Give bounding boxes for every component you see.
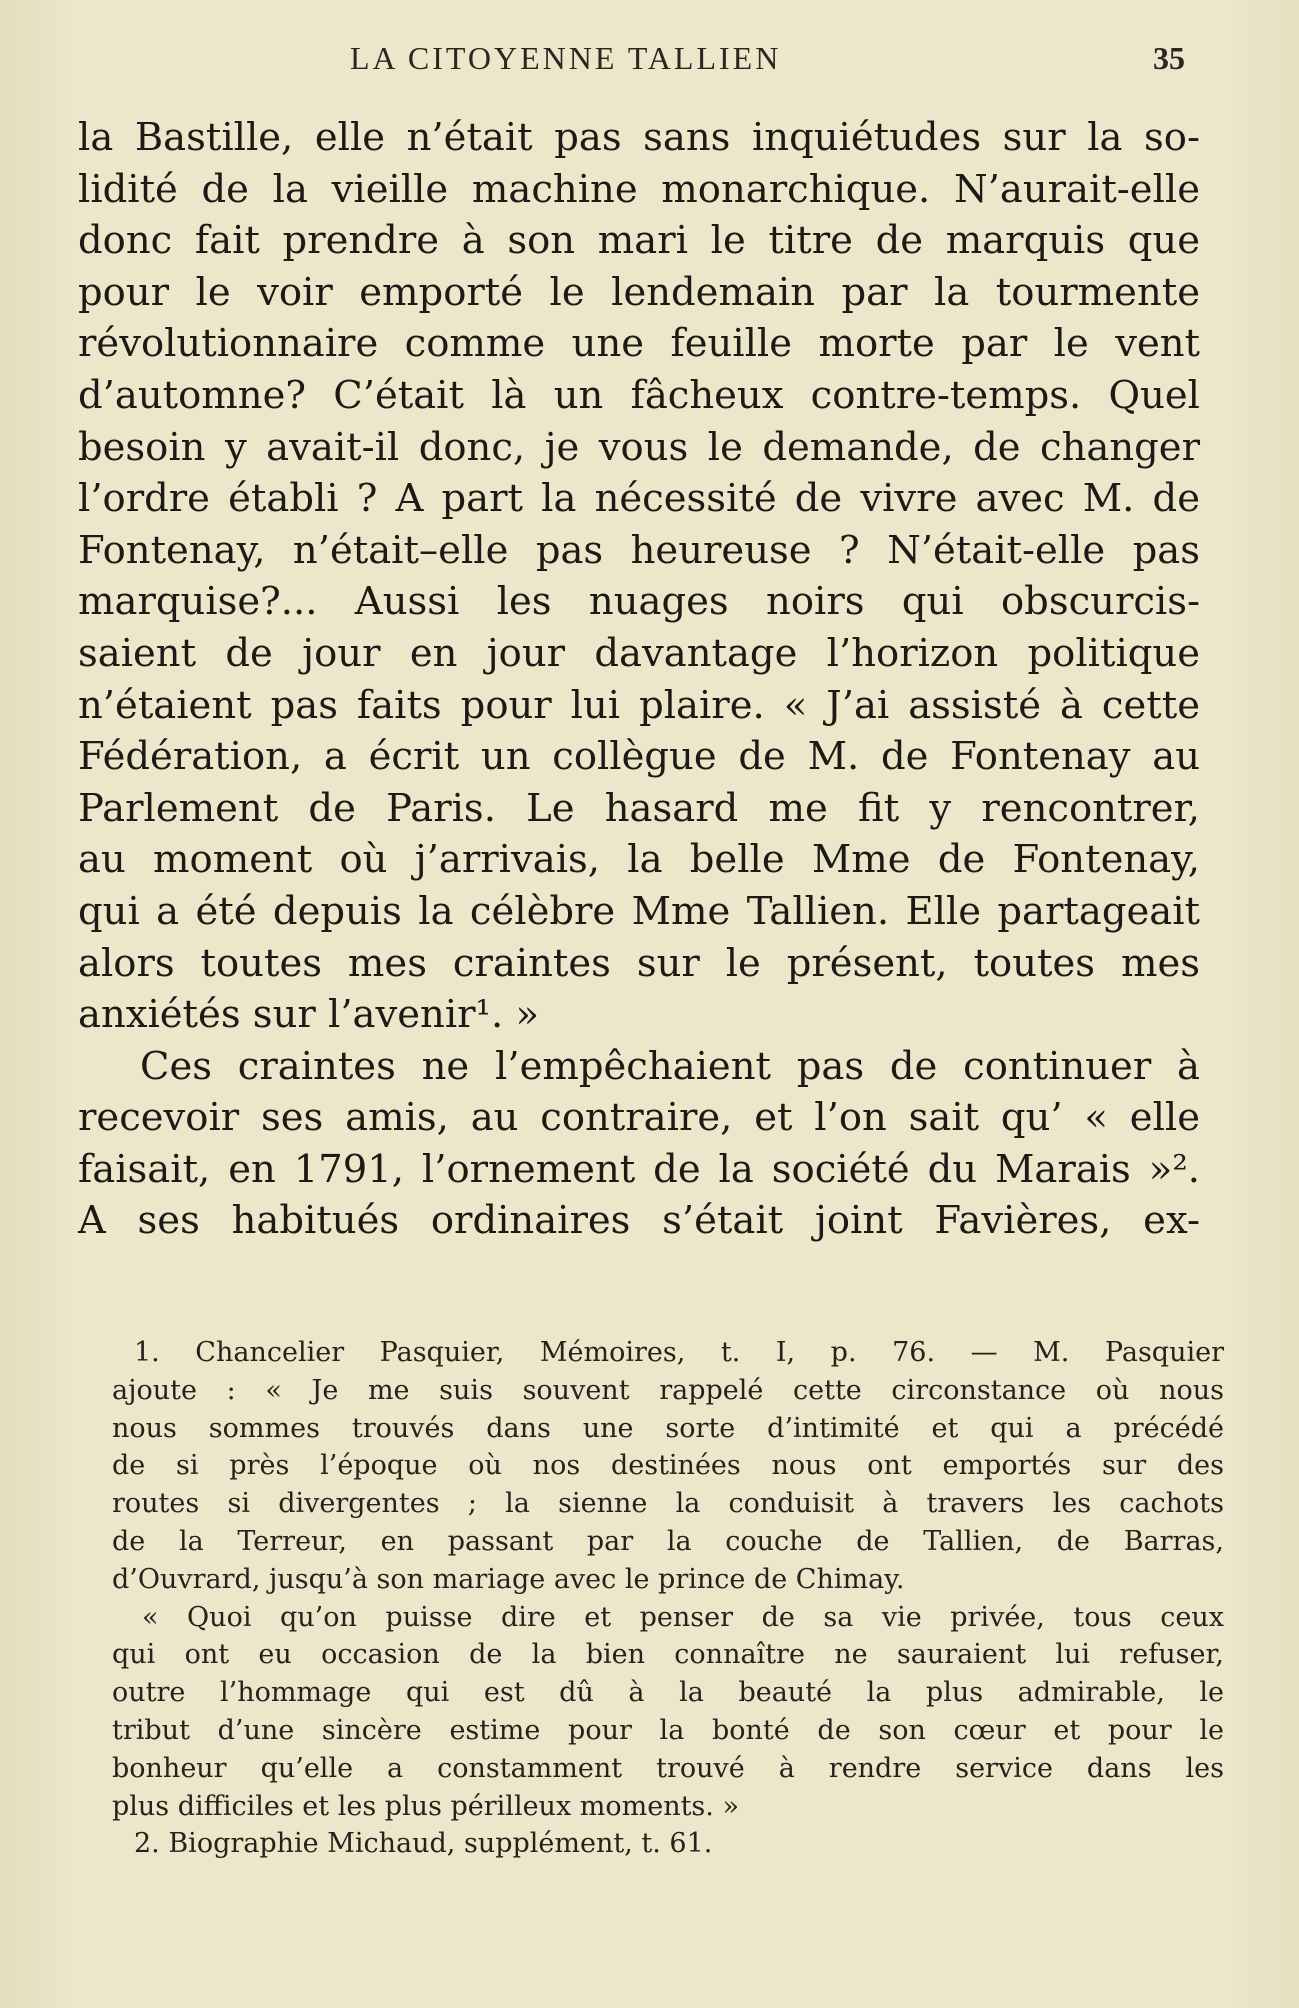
text-line: anxiétés sur l’avenir¹. »	[78, 992, 540, 1038]
page-number: 35	[1153, 40, 1185, 76]
footnote-line: plus difficiles et les plus périlleux moments. »	[112, 1790, 739, 1822]
text-line: révolutionnaire comme une feuille morte par le vent	[78, 321, 1200, 367]
text-line: recevoir ses amis, au contraire, et l’on sait qu’ « elle	[78, 1095, 1200, 1141]
text-line: besoin y avait-il donc, je vous le demande, de changer	[78, 424, 1200, 470]
main-text	[78, 112, 1200, 1247]
text-line: Fontenay, n’était–elle pas heureuse ? N’était-elle pas	[78, 527, 1200, 573]
footnote-line: d’Ouvrard, jusqu’à son mariage avec le prince de Chimay.	[112, 1563, 905, 1595]
text-line: pour le voir emporté le lendemain par la tourmente	[78, 269, 1200, 315]
text-line: Parlement de Paris. Le hasard me fit y rencontrer,	[78, 785, 1200, 831]
footnote-line: 2. Biographie Michaud, supplément, t. 61.	[134, 1828, 713, 1860]
text-line: A ses habitués ordinaires s’était joint Favières, ex-	[78, 1198, 1200, 1244]
text-line: Fédération, a écrit un collègue de M. de Fontenay au	[78, 734, 1200, 780]
footnote-line: de si près l’époque où nos destinées nous ont emportés sur des	[112, 1450, 1224, 1482]
running-title: LA CITOYENNE TALLIEN	[350, 40, 782, 76]
text-line: alors toutes mes craintes sur le présent, toutes mes	[78, 940, 1200, 986]
text-line: au moment où j’arrivais, la belle Mme de Fontenay,	[78, 837, 1200, 883]
text-line: faisait, en 1791, l’ornement de la société du Marais »².	[78, 1146, 1200, 1192]
footnote-line: nous sommes trouvés dans une sorte d’intimité et qui a précédé	[112, 1412, 1224, 1444]
text-line: la Bastille, elle n’était pas sans inquiétudes sur la so-	[78, 115, 1200, 160]
text-line: l’ordre établi ? A part la nécessité de vivre avec M. de	[78, 476, 1200, 522]
text-line: saient de jour en jour davantage l’horizon politique	[78, 630, 1200, 676]
footnote-line: bonheur qu’elle a constamment trouvé à rendre service dans les	[112, 1752, 1224, 1784]
footnote-line: ajoute : « Je me suis souvent rappelé cette circonstance où nous	[112, 1374, 1224, 1406]
footnote-line: qui ont eu occasion de la bien connaître ne sauraient lui refuser,	[112, 1639, 1224, 1671]
text-line: donc fait prendre à son mari le titre de marquis que	[78, 218, 1200, 264]
text-line: d’automne? C’était là un fâcheux contre-temps. Quel	[78, 372, 1200, 418]
footnote-line: 1. Chancelier Pasquier, Mémoires, t. I, p. 76. — M. Pasquier	[134, 1337, 1224, 1368]
footnote-line: de la Terreur, en passant par la couche de Tallien, de Barras,	[112, 1525, 1224, 1557]
footnote-line: outre l’hommage qui est dû à la beauté la plus admirable, le	[112, 1677, 1224, 1709]
footnote-line: routes si divergentes ; la sienne la conduisit à travers les cachots	[112, 1488, 1224, 1520]
text-line: marquise?... Aussi les nuages noirs qui obscurcis-	[78, 579, 1200, 625]
footnotes	[112, 1334, 1224, 1863]
text-line: lidité de la vieille machine monarchique. N’aurait-elle	[78, 166, 1200, 212]
text-line: qui a été depuis la célèbre Mme Tallien. Elle partageait	[78, 888, 1200, 934]
footnote-line: « Quoi qu’on puisse dire et penser de sa vie privée, tous ceux	[142, 1601, 1224, 1633]
text-line: Ces craintes ne l’empêchaient pas de continuer à	[140, 1043, 1200, 1089]
text-line: n’étaient pas faits pour lui plaire. « J’ai assisté à cette	[78, 682, 1200, 728]
page-header	[80, 40, 1185, 80]
footnote-line: tribut d’une sincère estime pour la bonté de son cœur et pour le	[112, 1714, 1224, 1746]
